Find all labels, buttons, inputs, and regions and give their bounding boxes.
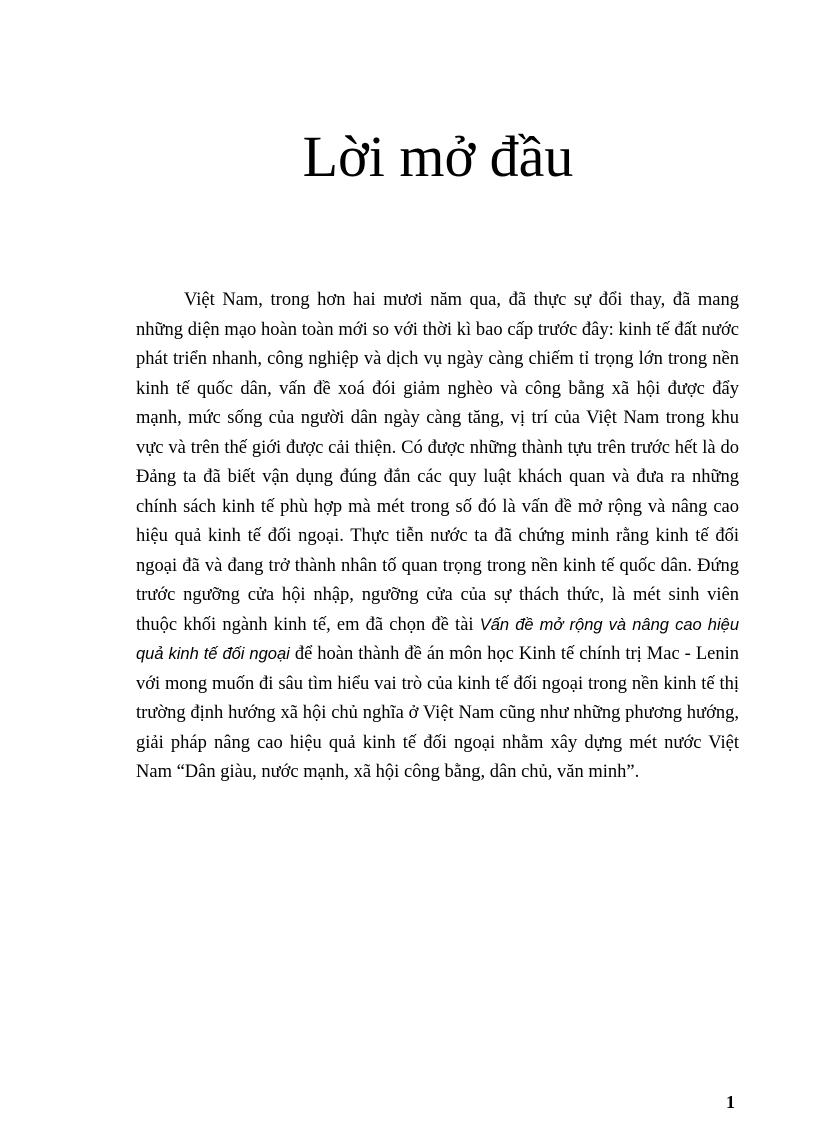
paragraph-text-before: Việt Nam, trong hơn hai mươi năm qua, đã thực sự đổi thay, đã mang những diện mạo hoàn toàn mới so với thời kì bao cấp trước đây: kinh tế đất nước phát triển nhanh, công nghiệp và dịch vụ ngày càng chiếm tỉ trọng lớn trong nền kinh tế quốc dân, vấn đề xoá đói giảm nghèo và công bằng xã hội được đẩy mạnh, mức sống của người dân ngày càng tăng, vị trí của Việt Nam trong khu vực và trên thế giới được cải thiện. Có được những thành tựu trên trước hết là do Đảng ta đã biết vận dụng đúng đắn các quy luật khách quan và đưa ra những chính sách kinh tế phù hợp mà mét trong số đó là vấn đề mở rộng và nâng cao hiệu quả kinh tế đối ngoại. Thực tiễn nước ta đã chứng minh rằng kinh tế đối ngoại đã và đang trở thành nhân tố quan trọng trong nền kinh tế quốc dân. Đứng trước ngưỡng cửa hội nhập, ngưỡng cửa của sự thách thức, là mét sinh viên thuộc khối ngành kinh tế, em đã chọn đề tài	[136, 290, 739, 635]
page-number: 1	[726, 1092, 735, 1112]
introduction-paragraph	[136, 286, 739, 788]
page-title: Lời mở đầu	[302, 124, 574, 189]
thesis-topic: Vấn đề mở rộng và nâng cao hiệu quả kinh tế đối ngoại	[136, 615, 739, 663]
paragraph-text-after: để hoàn thành đề án môn học Kinh tế chính trị Mac - Lenin với mong muốn đi sâu tìm hiểu vai trò của kinh tế đối ngoại trong nền kinh tế thị trường định hướng xã hội chủ nghĩa ở Việt Nam cũng như những phương hướng, giải pháp nâng cao hiệu quả kinh tế đối ngoại nhằm xây dựng mét nước Việt Nam “Dân giàu, nước mạnh, xã hội công bằng, dân chủ, văn minh”.	[136, 644, 739, 782]
